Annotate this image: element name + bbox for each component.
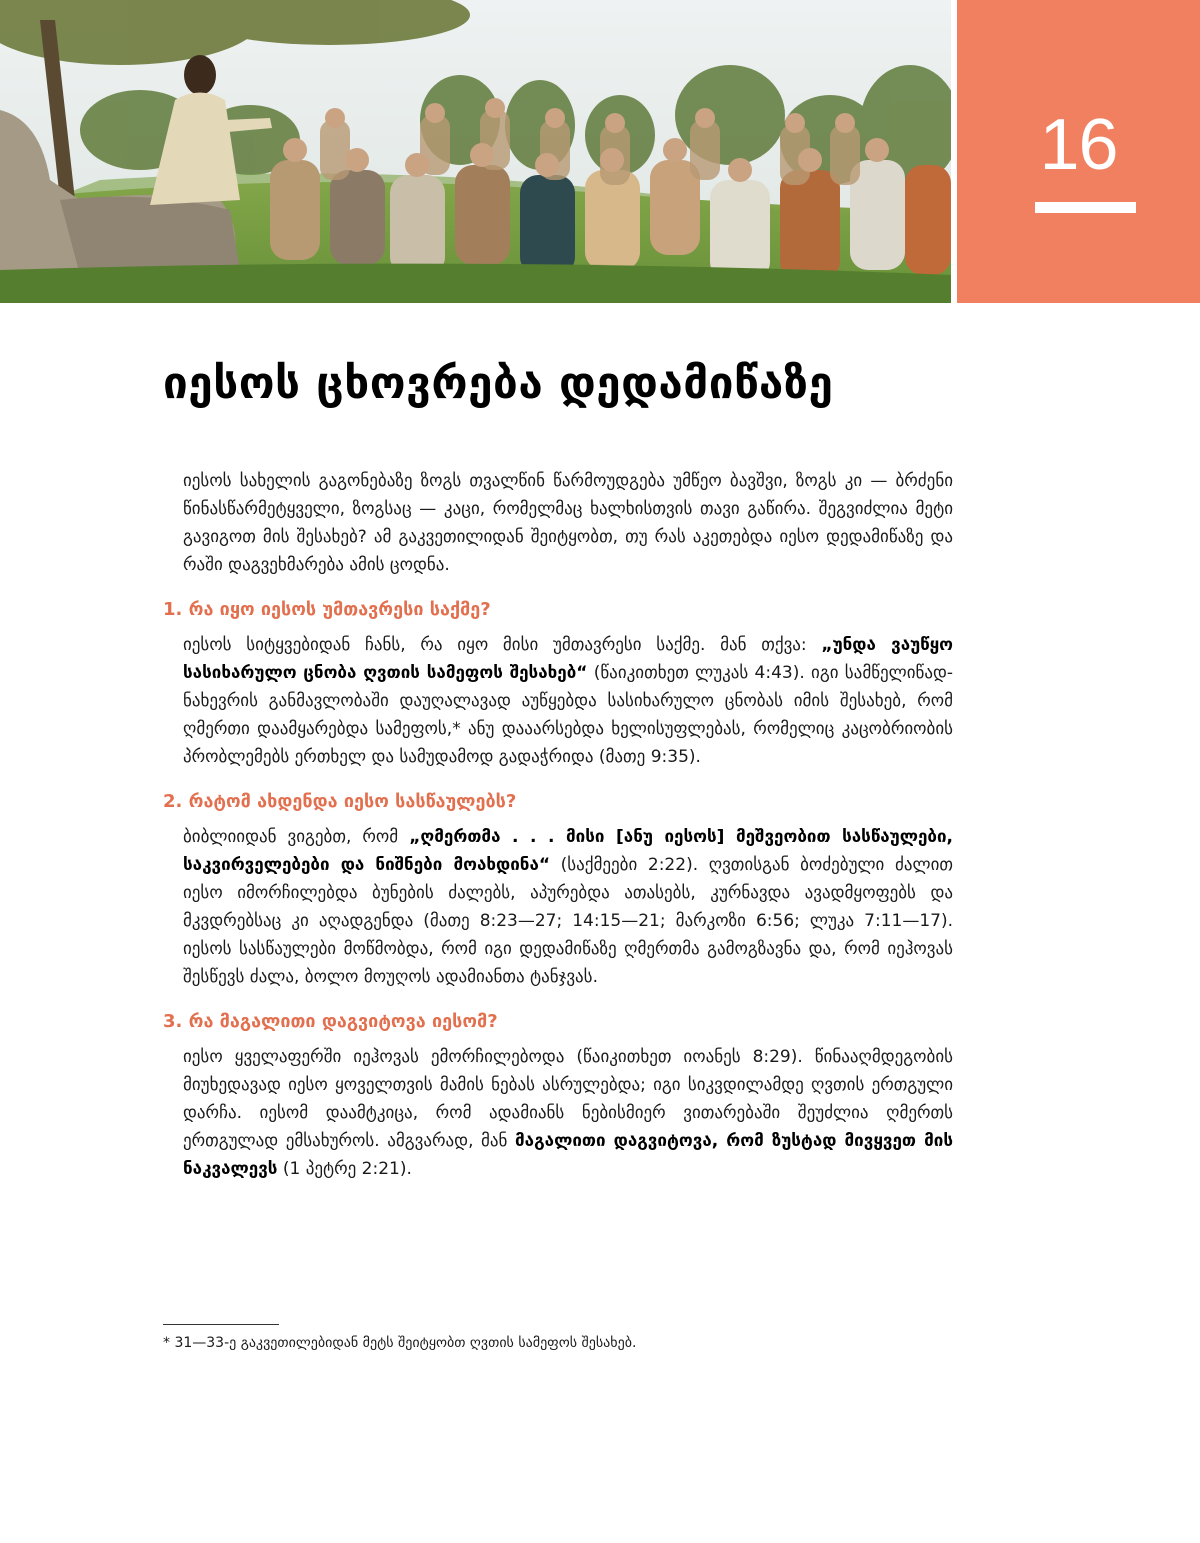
answer-text: იესოს სიტყვებიდან ჩანს, რა იყო მისი უმთავრესი საქმე. მან თქვა: bbox=[183, 635, 822, 655]
section-question: 2. რატომ ახდენდა იესო სასწაულებს? bbox=[163, 791, 517, 812]
lesson-number: 16 bbox=[1039, 105, 1118, 185]
answer-bold-quote: „ღმერთმა . . . მისი [ანუ იესოს] მეშვეობით სასწაულები, საკვირველებები და ნიშნები მოახდინა“ bbox=[183, 827, 954, 875]
hero-photo bbox=[0, 0, 951, 303]
answer-text: (1 პეტრე 2:21). bbox=[277, 1159, 412, 1179]
section-answer bbox=[183, 631, 953, 771]
badge-underline bbox=[1035, 202, 1136, 213]
footnote-divider bbox=[163, 1324, 279, 1325]
section-answer bbox=[183, 1043, 953, 1183]
lesson-title: იესოს ცხოვრება დედამიწაზე bbox=[163, 358, 834, 409]
answer-text: ბიბლიიდან ვიგებთ, რომ bbox=[183, 827, 410, 847]
jesus-teaching-crowd-illustration bbox=[0, 0, 951, 303]
lesson-content bbox=[163, 467, 953, 1183]
section-3 bbox=[163, 1007, 953, 1183]
intro-paragraph: იესოს სახელის გაგონებაზე ზოგს თვალწინ წარმოუდგება უმწეო ბავშვი, ზოგს კი — ბრძენი წინასწარმეტყველი, ზოგსაც — კაცი, რომელმაც ხალხისთვის თავი გაწირა. შეგვიძლია მეტი გავიგოთ მის შესახებ? ამ გაკვეთილიდან შეიტყობთ, თუ რას აკეთებდა იესო დედამიწაზე და რაში დაგვეხმარება ამის ცოდნა. bbox=[183, 471, 953, 575]
answer-text: (წაიკითხეთ ლუკას 4:43). იგი სამწელიწად-ნახევრის განმავლობაში დაუღალავად აუწყებდა სასიხარულო ცნობას იმის შესახებ, რომ ღმერთი დაამყარებდა სამეფოს,* ანუ დააარსებდა ხელისუფლებას, რომელიც კაცობრიობის პრობლემებს ერთხელ და სამუდამოდ გადაჭრიდა (მათე 9:35). bbox=[183, 663, 953, 767]
section-2 bbox=[163, 787, 953, 991]
section-1 bbox=[163, 595, 953, 771]
section-question: 3. რა მაგალითი დაგვიტოვა იესომ? bbox=[163, 1011, 498, 1032]
answer-bold-quote: „უნდა ვაუწყო სასიხარულო ცნობა ღვთის სამეფოს შესახებ“ bbox=[183, 635, 953, 683]
footnote: * 31—33-ე გაკვეთილებიდან მეტს შეიტყობთ ღვთის სამეფოს შესახებ. bbox=[163, 1335, 637, 1351]
answer-bold-quote: მაგალითი დაგვიტოვა, რომ ზუსტად მივყვეთ მის ნაკვალევს bbox=[183, 1131, 953, 1179]
section-question: 1. რა იყო იესოს უმთავრესი საქმე? bbox=[163, 599, 491, 620]
lesson-number-badge bbox=[957, 0, 1200, 303]
answer-text: იესო ყველაფერში იეჰოვას ემორჩილებოდა (წაიკითხეთ იოანეს 8:29). წინააღმდეგობის მიუხედავად იესო ყოველთვის მამის ნებას ასრულებდა; იგი სიკვდილამდე ღვთის ერთგული დარჩა. იესომ დაამტკიცა, რომ ადამიანს ნებისმიერ ვითარებაში შეუძლია ღმერთს ერთგულად ემსახუროს. ამგვარად, მან bbox=[183, 1047, 953, 1151]
section-answer bbox=[183, 823, 953, 991]
answer-text: (საქმეები 2:22). ღვთისგან ბოძებული ძალით იესო იმორჩილებდა ბუნების ძალებს, აპურებდა ათასებს, კურნავდა ავადმყოფებს და მკვდრებსაც კი აღადგენდა (მათე 8:23—27; 14:15—21; მარკოზი 6:56; ლუკა 7:11—17). იესოს სასწაულები მოწმობდა, რომ იგი დედამიწაზე ღმერთმა გამოგზავნა და, რომ იეჰოვას შესწევს ძალა, ბოლო მოუღოს ადამიანთა ტანჯვას. bbox=[183, 855, 953, 987]
